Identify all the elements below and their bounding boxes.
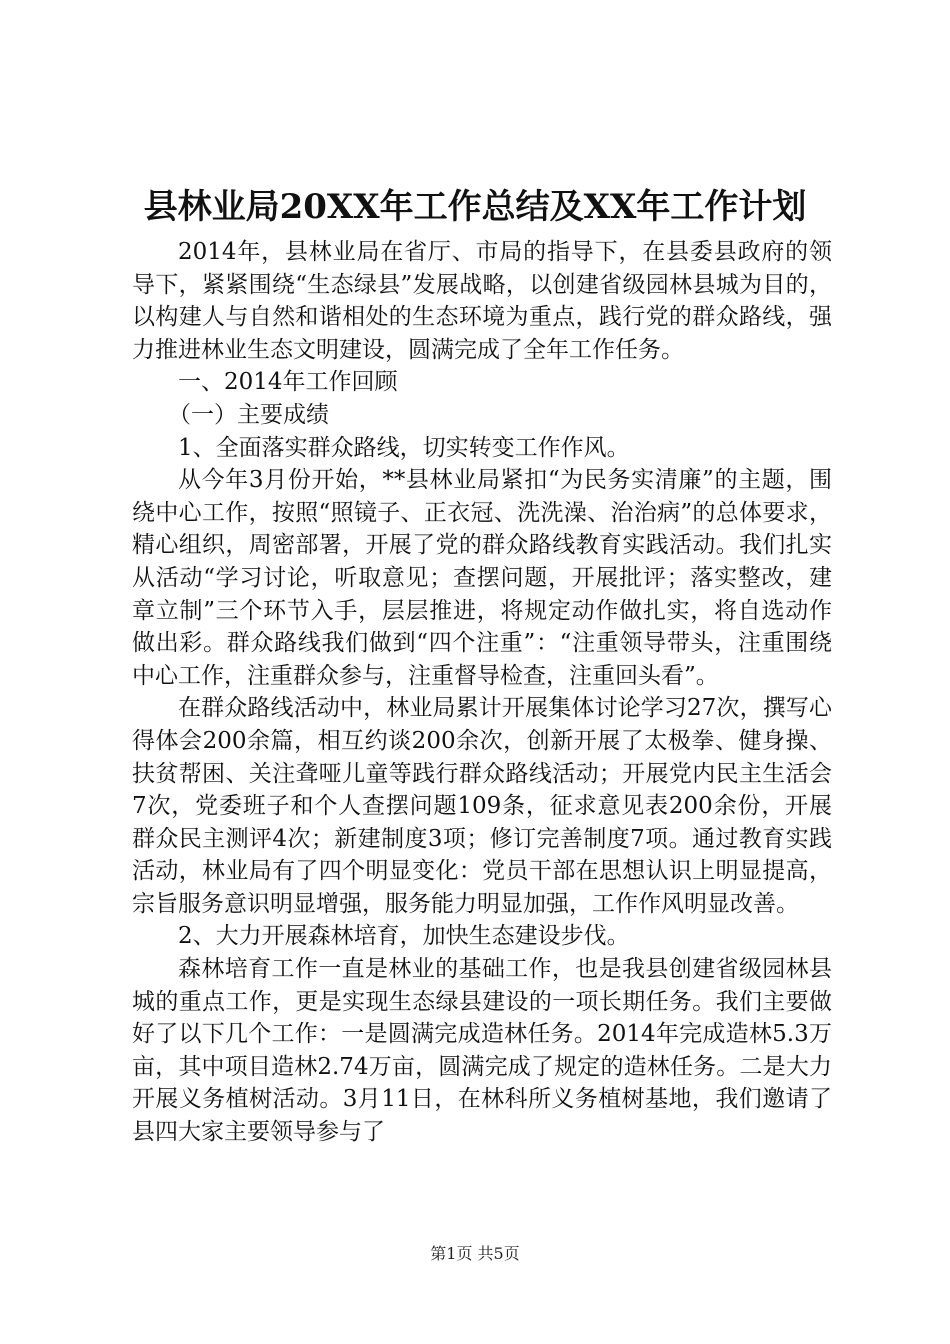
section-heading-review: 一、2014年工作回顾 xyxy=(178,369,398,396)
paragraph-forest-cultivation: 森林培育工作一直是林业的基础工作，也是我县创建省级园林县城的重点工作，更是实现生态绿县建设的一项长期任务。我们主要做好了以下几个工作：一是圆满完成造林任务。2014年完成造林5.3万亩，其中项目造林2.74万亩，圆满完成了规定的造林任务。二是大力开展义务植树活动。3月11日，在林科所义务植树基地，我们邀请了县四大家主要领导参与了 xyxy=(132,956,832,1146)
subsection-heading-achievements: （一）主要成绩 xyxy=(168,401,329,428)
item-heading-forest-cultivation: 2、大力开展森林培育，加快生态建设步伐。 xyxy=(178,923,630,950)
paragraph-mass-line-results: 在群众路线活动中，林业局累计开展集体讨论学习27次，撰写心得体会200余篇，相互约谈200余次，创新开展了太极拳、健身操、扶贫帮困、关注聋哑儿童等践行群众路线活动；开展党内民主生活会7次，党委班子和个人查摆问题109条，征求意见表200余份，开展群众民主测评4次；新建制度3项；修订完善制度7项。通过教育实践活动，林业局有了四个明显变化：党员干部在思想认识上明显提高，宗旨服务意识明显增强，服务能力明显加强，工作作风明显改善。 xyxy=(132,695,832,917)
document-body xyxy=(132,236,832,1149)
page-number-footer: 第1页 共5页 xyxy=(430,1244,520,1263)
document-title: 县林业局20XX年工作总结及XX年工作计划 xyxy=(143,187,807,227)
item-heading-mass-line: 1、全面落实群众路线，切实转变工作作风。 xyxy=(178,434,630,461)
paragraph-intro: 2014年，县林业局在省厅、市局的指导下，在县委县政府的领导下，紧紧围绕“生态绿县”发展战略，以创建省级园林县城为目的，以构建人与自然和谐相处的生态环境为重点，践行党的群众路线，强力推进林业生态文明建设，圆满完成了全年工作任务。 xyxy=(132,239,832,363)
paragraph-mass-line: 从今年3月份开始，**县林业局紧扣“为民务实清廉”的主题，围绕中心工作，按照“照镜子、正衣冠、洗洗澡、治治病”的总体要求，精心组织，周密部署，开展了党的群众路线教育实践活动。我们扎实从活动“学习讨论，听取意见；查摆问题，开展批评；落实整改，建章立制”三个环节入手，层层推进，将规定动作做扎实，将自选动作做出彩。群众路线我们做到“四个注重”：“注重领导带头，注重围绕中心工作，注重群众参与，注重督导检查，注重回头看”。 xyxy=(132,467,832,689)
